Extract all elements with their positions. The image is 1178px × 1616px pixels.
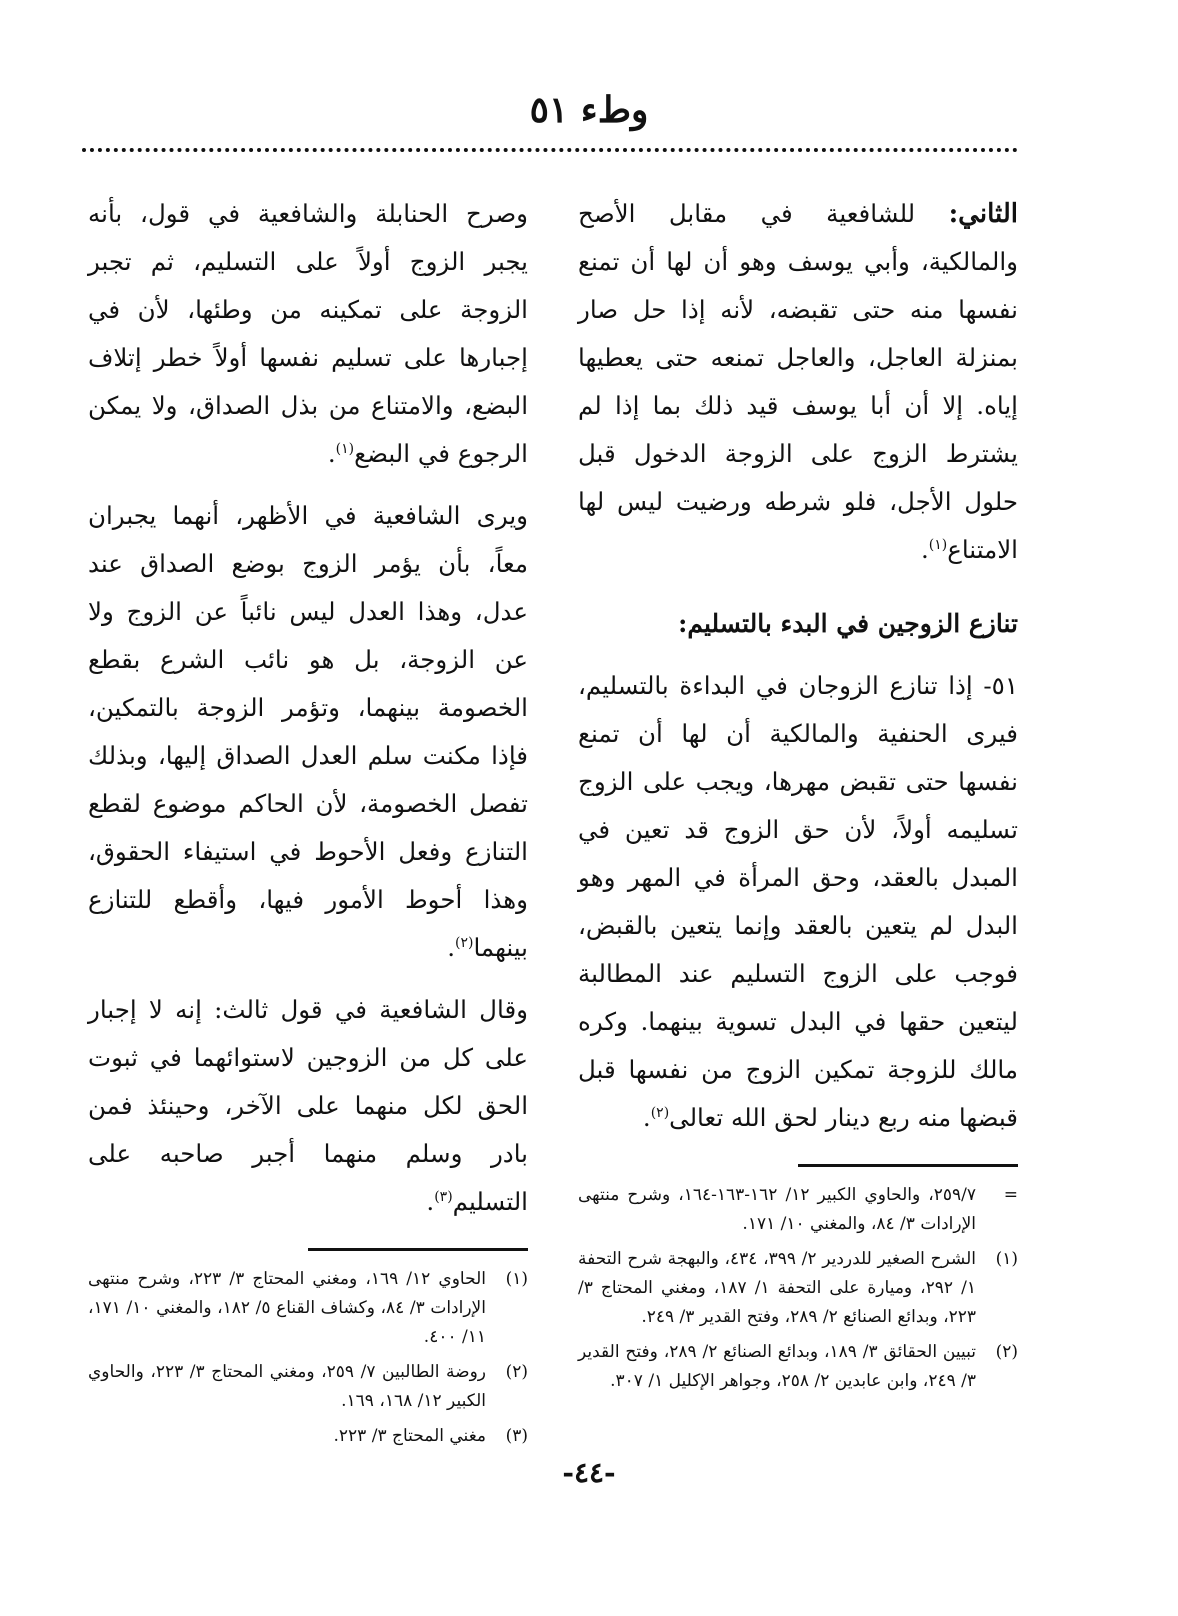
page-number: -٤٤- bbox=[562, 1456, 616, 1489]
paragraph-text: للشافعية في مقابل الأصح والمالكية، وأبي يوسف وهو أن لها أن تمنع نفسها منه حتى تقبضه، لأنه إذا حل صار بمنزلة العاجل، والعاجل تمنعه حتى يعطيها إياه. إلا أن أبا يوسف قيد ذلك بما إذا لم يشترط الزوج على الزوجة الدخول قبل حلول الأجل، فلو شرطه ورضيت ليس لها الامتناع bbox=[578, 199, 1018, 564]
footnote-ref: (٣) bbox=[434, 1188, 453, 1205]
footnote bbox=[578, 1181, 1018, 1239]
footnote-number: (١) bbox=[995, 1249, 1018, 1269]
paragraph-end: . bbox=[426, 1187, 435, 1216]
footnote-ref: (٢) bbox=[650, 1104, 670, 1121]
footnote-text: ٢٥٩/٧، والحاوي الكبير ١٢/ ١٦٢-١٦٣-١٦٤، وشرح منتهى الإرادات ٣/ ٨٤، والمغني ١٠/ ١٧١. bbox=[578, 1185, 976, 1234]
footnote-ref: (٢) bbox=[455, 934, 474, 951]
footnote-text: مغني المحتاج ٣/ ٢٢٣. bbox=[333, 1426, 486, 1446]
footnote-ref: (١) bbox=[928, 536, 948, 553]
footnote-text: الشرح الصغير للدردير ٢/ ٣٩٩، ٤٣٤، والبهجة شرح التحفة ١/ ٢٩٢، وميارة على التحفة ١/ ١٨٧، ومغني المحتاج ٣/ ٢٢٣، وبدائع الصنائع ٢/ ٢٨٩، وفتح القدير ٣/ ٢٤٩. bbox=[578, 1249, 976, 1327]
footnote-text: تبيين الحقائق ٣/ ١٨٩، وبدائع الصنائع ٢/ ٢٨٩، وفتح القدير ٣/ ٢٤٩، وابن عابدين ٢/ ٢٥٨، وجواهر الإكليل ١/ ٣٠٧. bbox=[578, 1342, 976, 1391]
paragraph-text: وصرح الحنابلة والشافعية في قول، بأنه يجبر الزوج أولاً على التسليم، ثم تجبر الزوجة على تمكينه من وطئها، لأن في إجبارها على تسليم نفسها أولاً خطر إتلاف البضع، والامتناع من بذل الصداق، ولا يمكن الرجوع في البضع bbox=[88, 199, 528, 468]
paragraph-end: . bbox=[447, 933, 455, 962]
footnote-ref: (١) bbox=[335, 440, 355, 457]
footnote-number: (٢) bbox=[995, 1342, 1018, 1362]
footnote-text: روضة الطالبين ٧/ ٢٥٩، ومغني المحتاج ٣/ ٢٢٣، والحاوي الكبير ١٢/ ١٦٨، ١٦٩. bbox=[88, 1362, 486, 1411]
paragraph-lead: الثاني: bbox=[948, 199, 1018, 229]
footnote-rule bbox=[798, 1164, 1018, 1167]
paragraph bbox=[88, 986, 528, 1226]
section-heading: تنازع الزوجين في البدء بالتسليم: bbox=[678, 609, 1018, 638]
paragraph bbox=[578, 190, 1018, 574]
left-column bbox=[88, 190, 528, 1457]
paragraph-end: . bbox=[920, 535, 929, 564]
footnote-text: الحاوي ١٢/ ١٦٩، ومغني المحتاج ٣/ ٢٢٣، وشرح منتهى الإرادات ٣/ ٨٤، وكشاف القناع ٥/ ١٨٢، والمغني ١٠/ ١٧١، ١١/ ٤٠٠. bbox=[88, 1269, 486, 1347]
footnote-rule bbox=[308, 1248, 528, 1251]
paragraph bbox=[88, 492, 528, 972]
footnote bbox=[88, 1422, 528, 1451]
footnote bbox=[578, 1338, 1018, 1396]
footnote-number: = bbox=[1003, 1185, 1018, 1205]
page-header: وطء ٥١ bbox=[529, 89, 649, 131]
footnote-number: (٣) bbox=[505, 1426, 528, 1446]
footnote bbox=[88, 1358, 528, 1416]
paragraph-end: . bbox=[642, 1103, 651, 1132]
header-dotted-rule bbox=[82, 148, 1018, 152]
footnote-number: (١) bbox=[505, 1269, 528, 1289]
paragraph-text: ويرى الشافعية في الأظهر، أنهما يجبران معاً، بأن يؤمر الزوج بوضع الصداق عند عدل، وهذا العدل ليس نائباً عن الزوج ولا عن الزوجة، بل هو نائب الشرع بقطع الخصومة بينهما، وتؤمر الزوجة بالتمكين، فإذا مكنت سلم العدل الصداق إليها، وبذلك تفصل الخصومة، لأن الحاكم موضوع لقطع التنازع وفعل الأحوط في استيفاء الحقوق، وهذا أحوط الأمور فيها، وأقطع للتنازع بينهما bbox=[88, 501, 528, 962]
right-column bbox=[578, 190, 1018, 1402]
footnote bbox=[88, 1265, 528, 1352]
paragraph-text: وقال الشافعية في قول ثالث: إنه لا إجبار على كل من الزوجين لاستوائهما في ثبوت الحق لكل منهما على الآخر، وحينئذ فمن بادر وسلم منهما أجبر صاحبه على التسليم bbox=[88, 995, 528, 1216]
paragraph bbox=[578, 662, 1018, 1142]
paragraph bbox=[88, 190, 528, 478]
footnote-number: (٢) bbox=[505, 1362, 528, 1382]
footnote bbox=[578, 1245, 1018, 1332]
paragraph-end: . bbox=[327, 439, 336, 468]
paragraph-text: ٥١- إذا تنازع الزوجان في البداءة بالتسليم، فيرى الحنفية والمالكية أن لها أن تمنع نفسها حتى تقبض مهرها، ويجب على الزوج تسليمه أولاً، لأن حق الزوج قد تعين في المبدل بالعقد، وحق المرأة في المهر وهو البدل لم يتعين بالعقد وإنما يتعين بالقبض، فوجب على الزوج التسليم عند المطالبة ليتعين حقها في البدل تسوية بينهما. وكره مالك للزوجة تمكين الزوج من نفسها قبل قبضها منه ربع دينار لحق الله تعالى bbox=[578, 671, 1018, 1132]
